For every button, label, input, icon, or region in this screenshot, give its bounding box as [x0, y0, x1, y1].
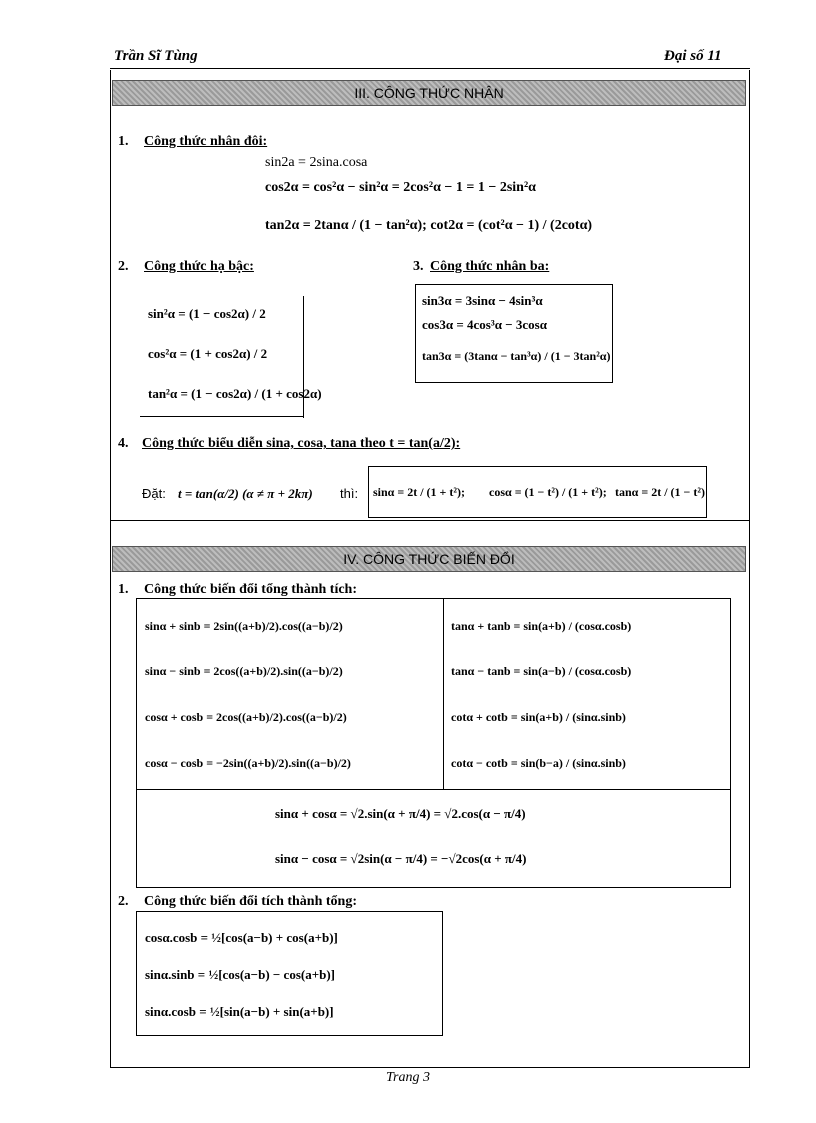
formula-box-bottom-rule — [140, 416, 304, 417]
section-divider — [110, 520, 750, 521]
item-title: Công thức biến đổi tổng thành tích: — [144, 582, 357, 597]
formula: cos3α = 4cos³α − 3cosα — [422, 317, 547, 332]
formula: sinα = 2t / (1 + t²); — [373, 485, 465, 499]
formula: tanα = 2t / (1 − t²) — [615, 485, 705, 499]
formula: sinα + sinb = 2sin((a+b)/2).cos((a−b)/2) — [145, 619, 343, 633]
formula-box — [368, 466, 707, 518]
item-title: Công thức hạ bậc: — [144, 259, 254, 274]
formula: cotα + cotb = sin(a+b) / (sinα.sinb) — [451, 710, 626, 724]
item-number: 4. — [118, 436, 129, 451]
header-subject: Đại số 11 — [664, 48, 722, 64]
product-to-sum-box — [136, 911, 443, 1036]
formula: tan3α = (3tanα − tan³α) / (1 − 3tan²α) — [422, 349, 611, 363]
formula: cosα = (1 − t²) / (1 + t²); — [489, 485, 607, 499]
section-4-title: IV. CÔNG THỨC BIẾN ĐỔI — [343, 551, 515, 567]
formula: sinα + cosα = √2.sin(α + π/4) = √2.cos(α − π/4) — [275, 806, 526, 821]
formula: sinα − cosα = √2sin(α − π/4) = −√2cos(α + π/4) — [275, 851, 527, 866]
column-divider — [443, 599, 444, 789]
section-4-banner — [112, 546, 746, 572]
item-number: 1. — [118, 134, 129, 149]
section-3-banner — [112, 80, 746, 106]
formula: sinα.sinb = ½[cos(a−b) − cos(a+b)] — [145, 967, 336, 982]
formula: tan²α = (1 − cos2α) / (1 + cos2α) — [148, 386, 322, 401]
item-title: Công thức nhân đôi: — [144, 134, 268, 149]
formula: t = tan(α/2) (α ≠ π + 2kπ) — [178, 486, 313, 501]
formula: sinα.cosb = ½[sin(a−b) + sin(a+b)] — [145, 1004, 334, 1019]
item-number: 2. — [118, 259, 129, 274]
formula-box — [415, 284, 613, 383]
formula: tanα − tanb = sin(a−b) / (cosα.cosb) — [451, 664, 632, 678]
formula: tan2α = 2tanα / (1 − tan²α); cot2α = (cot²α − 1) / (2cotα) — [265, 218, 593, 233]
sum-to-product-box — [136, 598, 731, 888]
item-title: Công thức nhân ba: — [430, 259, 550, 274]
page-number: Trang 3 — [386, 1070, 430, 1085]
formula: cos²α = (1 + cos2α) / 2 — [148, 346, 268, 361]
formula: cosα − cosb = −2sin((a+b)/2).sin((a−b)/2) — [145, 756, 351, 770]
row-divider — [137, 789, 730, 790]
formula: cosα.cosb = ½[cos(a−b) + cos(a+b)] — [145, 930, 338, 945]
formula: cotα − cotb = sin(b−a) / (sinα.sinb) — [451, 756, 626, 770]
section-3-title: III. CÔNG THỨC NHÂN — [354, 85, 504, 101]
formula: sin²α = (1 − cos2α) / 2 — [148, 306, 266, 321]
item-title: Công thức biểu diễn sina, cosa, tana theo t = tan(a/2): — [142, 436, 461, 451]
prefix-label: Đặt: — [142, 486, 166, 501]
formula: cosα + cosb = 2cos((a+b)/2).cos((a−b)/2) — [145, 710, 347, 724]
item-title: Công thức biến đổi tích thành tổng: — [144, 894, 357, 909]
header-rule — [110, 68, 750, 69]
formula: sin3α = 3sinα − 4sin³α — [422, 293, 543, 308]
header-author: Trần Sĩ Tùng — [114, 48, 198, 64]
thi-label: thì: — [340, 486, 359, 501]
formula: cos2α = cos²α − sin²α = 2cos²α − 1 = 1 − 2sin²α — [265, 180, 536, 195]
formula: sinα − sinb = 2cos((a+b)/2).sin((a−b)/2) — [145, 664, 343, 678]
item-number: 1. — [118, 582, 129, 597]
formula: tanα + tanb = sin(a+b) / (cosα.cosb) — [451, 619, 632, 633]
item-number: 2. — [118, 894, 129, 909]
item-number: 3. — [413, 259, 424, 274]
formula: sin2a = 2sina.cosa — [265, 155, 368, 170]
